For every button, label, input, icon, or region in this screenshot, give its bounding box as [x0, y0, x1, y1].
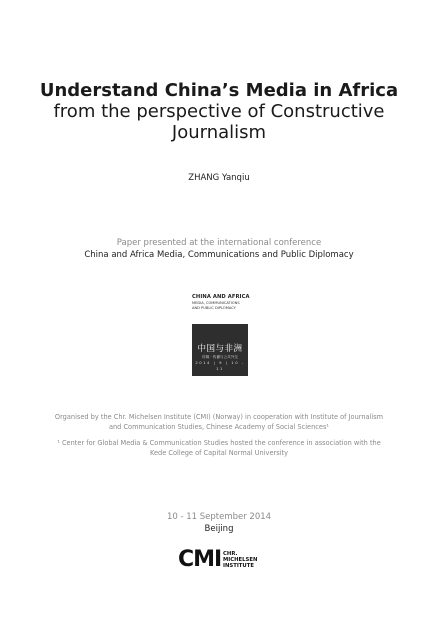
- footnote: ¹ Center for Global Media & Communication Studies hosted the conference in association with the Kede College of Capital Normal University: [57, 439, 381, 457]
- cmi-logo-line-1: CHR.: [223, 551, 238, 557]
- title-line-3: Journalism: [171, 122, 267, 143]
- title-line-2: from the perspective of Constructive: [53, 101, 385, 122]
- conference-logo-subtitle-2: AND PUBLIC DIPLOMACY: [192, 306, 236, 310]
- cmi-logo-wordmark: [223, 551, 257, 570]
- organised-by-statement: Organised by the Chr. Michelsen Institute (CMI) (Norway) in cooperation with Institute of Journalism and Communication Studies, Chinese Academy of Social Sciences¹: [54, 413, 384, 431]
- conference-logo: [192, 294, 248, 380]
- event-details: [0, 511, 438, 535]
- paper-title: [30, 80, 408, 143]
- conference-logo-chinese-title: 中国与非洲: [197, 344, 243, 354]
- cmi-logo-line-3: INSTITUTE: [223, 563, 254, 570]
- cmi-logo-mark: CMI: [178, 547, 222, 572]
- event-dates: 10 - 11 September 2014: [166, 512, 272, 522]
- cmi-logo: [178, 549, 268, 571]
- conference-logo-subtitle-1: MEDIA, COMMUNICATIONS: [192, 301, 240, 305]
- presentation-prefix: Paper presented at the international conference: [116, 238, 322, 248]
- conference-logo-title: CHINA AND AFRICA: [192, 294, 250, 300]
- conference-logo-date: 2014 | 9 | 10 - 11: [195, 360, 245, 371]
- cmi-logo-line-2: MICHELSEN: [223, 557, 258, 564]
- author-name: ZHANG Yanqiu: [188, 173, 250, 183]
- conference-logo-chinese-subtitle: 传媒 · 传播与公共外交: [202, 355, 238, 359]
- title-line-1: Understand China’s Media in Africa: [39, 80, 399, 101]
- conference-logo-dark-panel: [192, 324, 248, 376]
- conference-logo-header: [192, 294, 248, 324]
- conference-name: China and Africa Media, Communications and Public Diplomacy: [84, 250, 354, 260]
- presentation-note: [0, 237, 438, 261]
- event-city: Beijing: [204, 524, 234, 534]
